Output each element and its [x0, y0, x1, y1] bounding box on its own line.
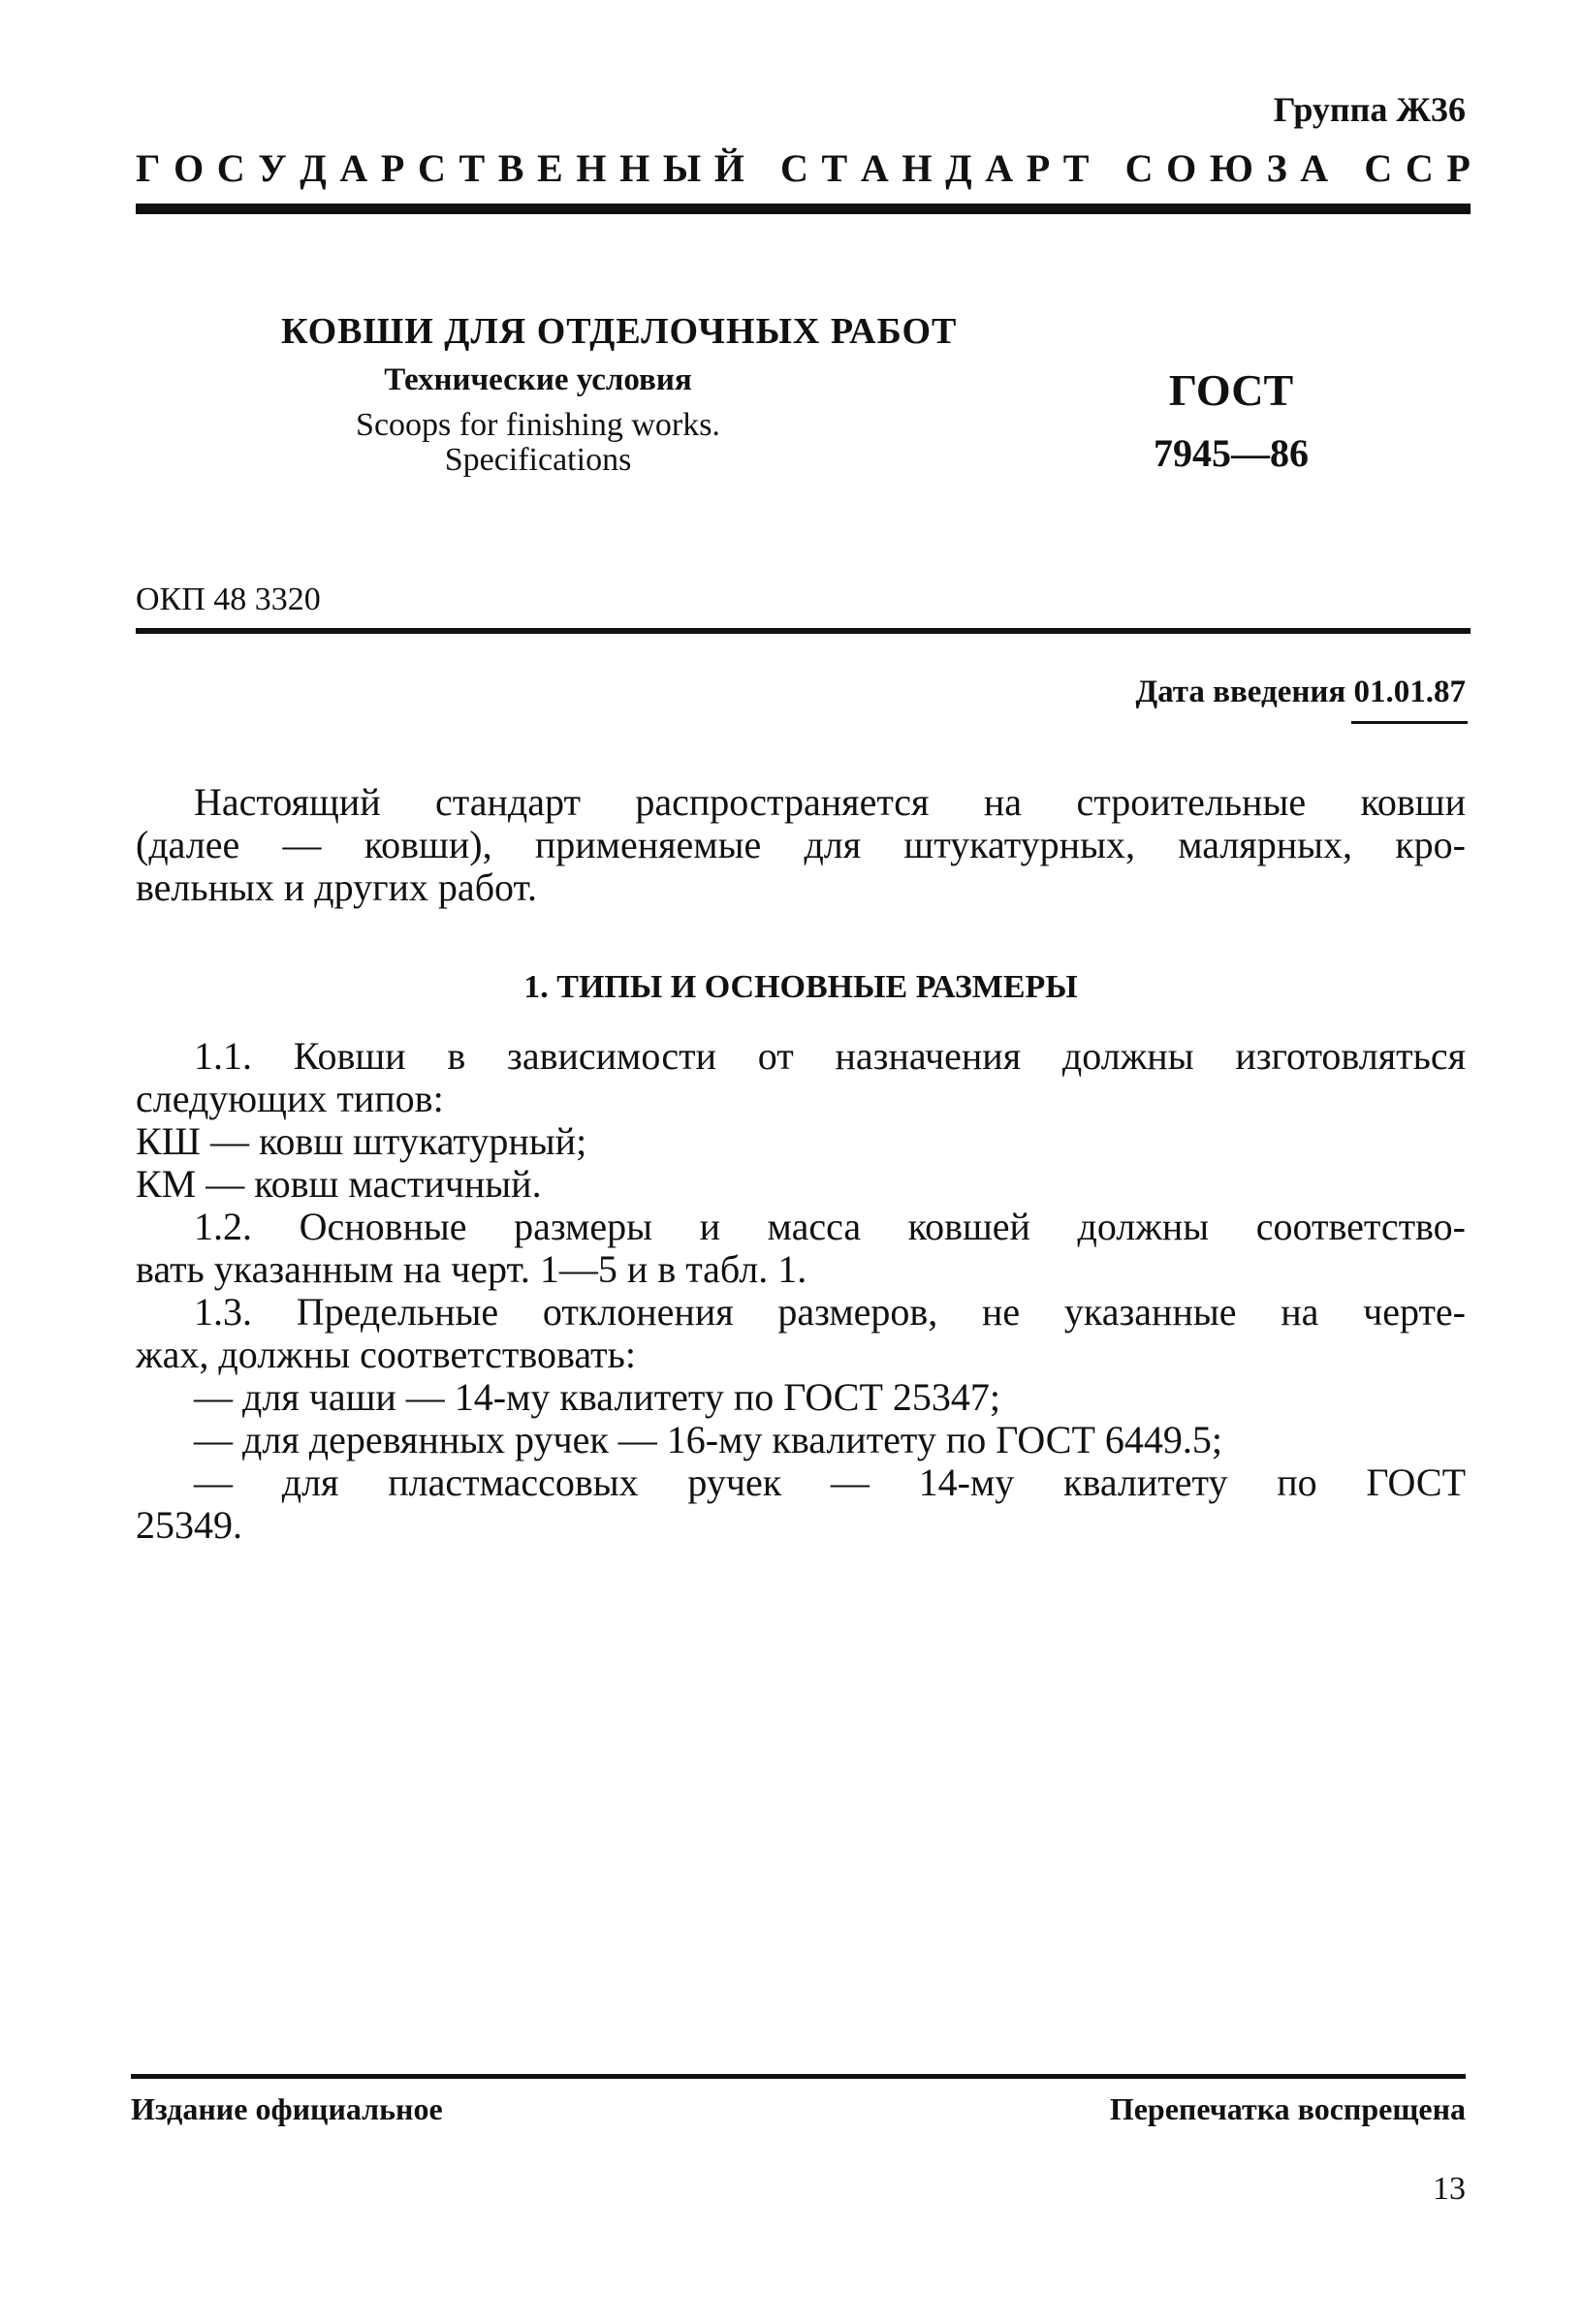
group-code: Группа Ж36 [1273, 90, 1466, 129]
section-line: следующих типов: [136, 1077, 444, 1120]
section-line: 1.1. Ковши в зависимости от назначения должны изготовляться [194, 1034, 1466, 1078]
intro-line: вельных и других работ. [136, 865, 537, 909]
footer-divider [131, 2074, 1466, 2079]
date-underline [1351, 721, 1468, 724]
gost-number: 7945—86 [1154, 431, 1309, 475]
heading-letter: С [1364, 146, 1393, 190]
introduction-date: Дата введения 01.01.87 [1135, 675, 1466, 709]
document-subtitle: Технические условия [384, 362, 692, 397]
heading-letter: А [860, 146, 889, 190]
heading-letter: Р [1026, 146, 1051, 190]
heading-letter: А [339, 146, 368, 190]
heading-letter: Р [380, 146, 405, 190]
heading-letter [1342, 145, 1351, 191]
heading-letter: О [1166, 146, 1197, 190]
heading-letter: О [174, 146, 205, 190]
heading-letter: Р [1446, 146, 1471, 190]
intro-line: Настоящий стандарт распространяется на строительные ковши [194, 780, 1466, 824]
section-1-title: 1. ТИПЫ И ОСНОВНЫЕ РАЗМЕРЫ [523, 969, 1078, 1005]
section-line: 25349. [136, 1503, 242, 1547]
heading-letter: С [417, 146, 446, 190]
official-edition-note: Издание официальное [131, 2091, 443, 2126]
heading-letter [757, 145, 767, 191]
heading-letter: Ы [662, 146, 702, 190]
english-title-line2: Specifications [444, 442, 632, 478]
heading-letter: Т [1062, 146, 1090, 190]
heading-letter: Г [136, 146, 161, 190]
section-line: КМ — ковш мастичный. [136, 1162, 542, 1206]
english-title-line1: Scoops for finishing works. [356, 407, 720, 443]
heading-letter: Е [537, 146, 563, 190]
heading-letter: С [1405, 146, 1434, 190]
okp-code: ОКП 48 3320 [136, 581, 321, 617]
section-line: 1.2. Основные размеры и масса ковшей должны соответство- [194, 1205, 1466, 1248]
heading-letter: Д [945, 146, 972, 190]
section-line: — для чаши — 14-му квалитету по ГОСТ 25347; [194, 1375, 1001, 1419]
section-line: вать указанным на черт. 1—5 и в табл. 1. [136, 1247, 807, 1291]
heading-letter: А [1300, 146, 1329, 190]
page-number: 13 [1433, 2171, 1466, 2207]
heading-letter [1102, 145, 1112, 191]
document-title: КОВШИ ДЛЯ ОТДЕЛОЧНЫХ РАБОТ [281, 311, 958, 352]
heading-letter: З [1266, 146, 1287, 190]
heading-letter: А [985, 146, 1014, 190]
heading-letter: Ю [1209, 146, 1253, 190]
okp-divider [136, 628, 1471, 634]
intro-line: (далее — ковши), применяемые для штукатурных, малярных, кро- [136, 823, 1466, 866]
section-line: — для пластмассовых ручек — 14-му квалитету по ГОСТ [194, 1460, 1466, 1504]
section-line: жах, должны соответствовать: [136, 1333, 636, 1376]
heading-letter: Д [300, 146, 327, 190]
heading-letter: В [497, 146, 524, 190]
header-divider [136, 204, 1471, 214]
heading-letter: С [1124, 146, 1154, 190]
heading-letter: С [780, 146, 808, 190]
heading-letter: Т [821, 146, 848, 190]
gost-label: ГОСТ [1168, 365, 1294, 415]
section-line: КШ — ковш штукатурный; [136, 1119, 587, 1163]
heading-letter: С [216, 146, 245, 190]
heading-letter: Н [619, 146, 650, 190]
section-line: 1.3. Предельные отклонения размеров, не указанные на черте- [194, 1290, 1466, 1334]
heading-letter: Й [713, 146, 744, 190]
heading-letter: У [258, 146, 287, 190]
state-standard-heading [136, 145, 1471, 191]
section-line: — для деревянных ручек — 16-му квалитету по ГОСТ 6449.5; [194, 1418, 1223, 1461]
reprint-forbidden-note: Перепечатка воспрещена [1109, 2091, 1466, 2126]
heading-letter: Т [459, 146, 486, 190]
heading-letter: Н [576, 146, 607, 190]
heading-letter: Н [902, 146, 933, 190]
